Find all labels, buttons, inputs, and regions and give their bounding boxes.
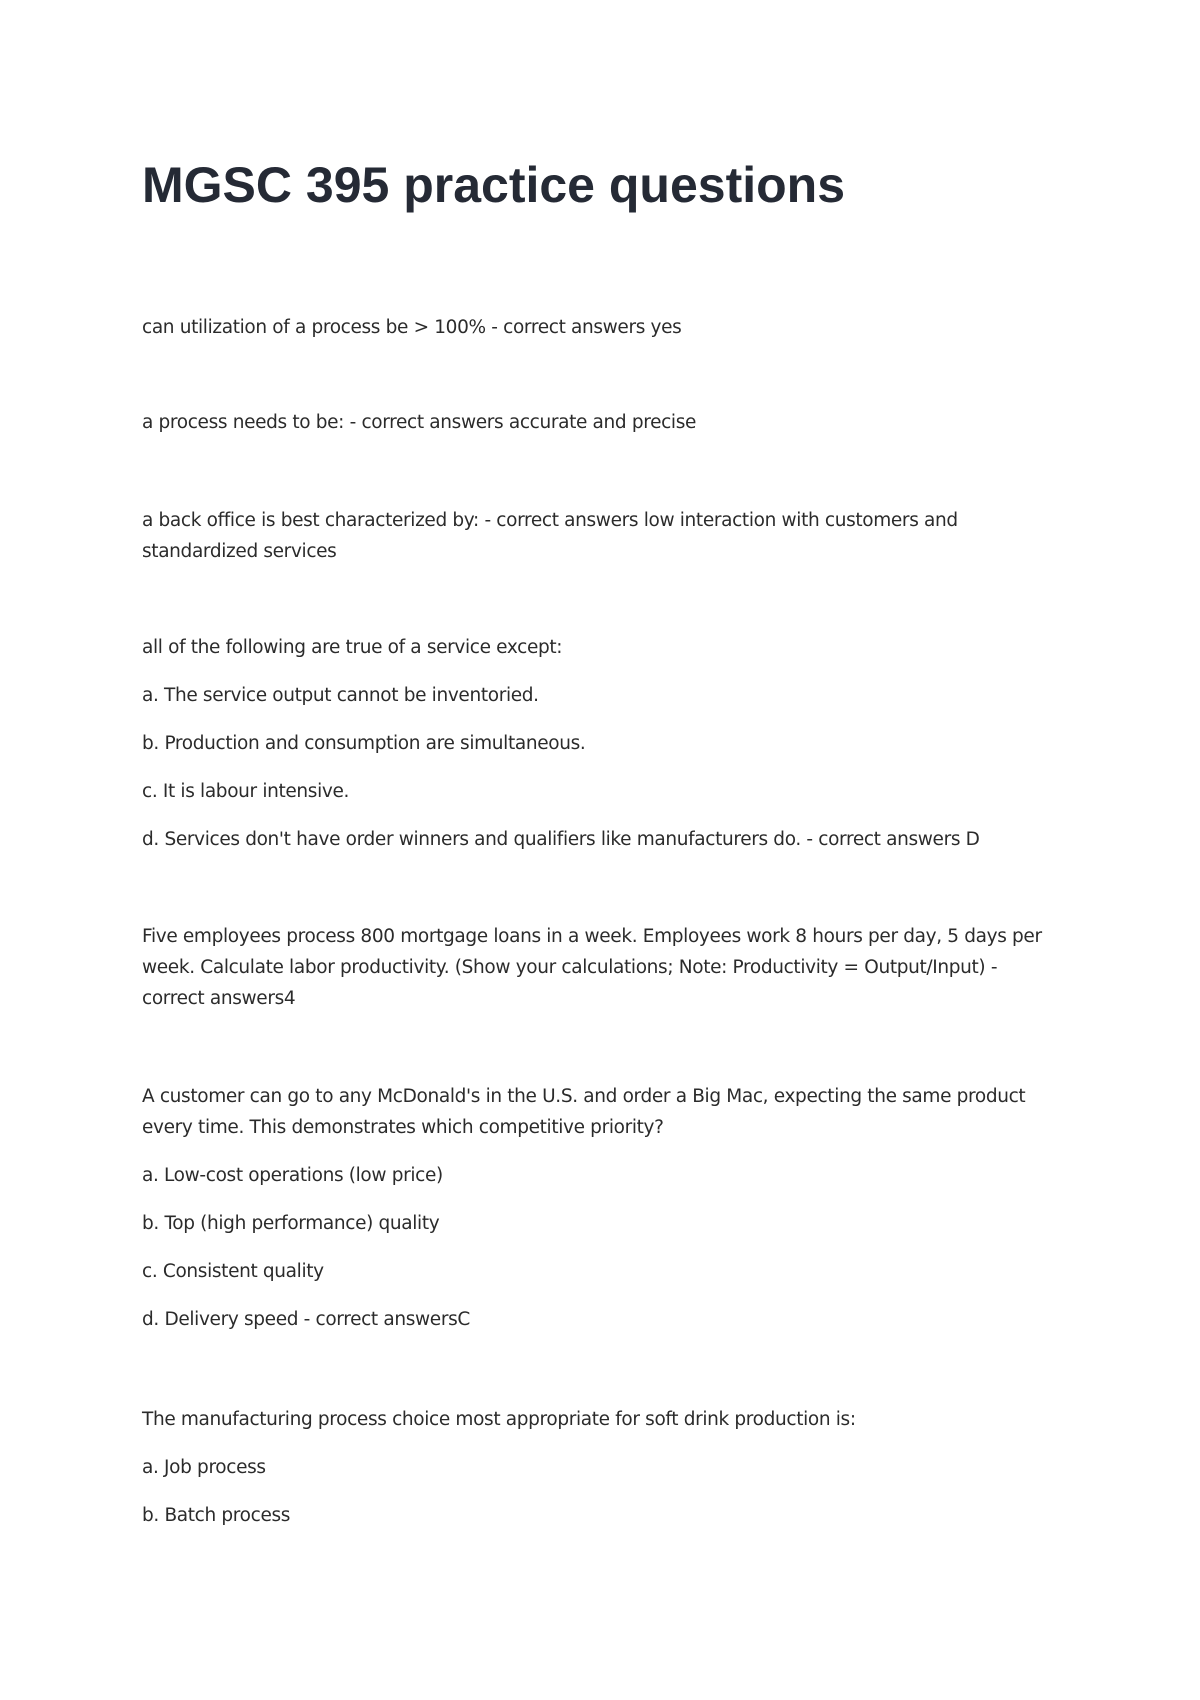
question-block [142,1404,1062,1531]
question-block [142,921,1062,1014]
answer-option: a. The service output cannot be inventoried. [142,685,539,706]
question-text: a process needs to be: - correct answers accurate and precise [142,412,697,433]
question-block [142,312,1062,343]
question-text: a back office is best characterized by: - correct answers low interaction with customers and standardized services [142,510,958,562]
question-block [142,407,1062,438]
question-text: A customer can go to any McDonald's in the U.S. and order a Big Mac, expecting the same product every time. This demonstrates which competitive priority? [142,1086,1026,1138]
question-text: all of the following are true of a service except: [142,637,563,658]
question-block [142,632,1062,855]
answer-option: c. Consistent quality [142,1261,324,1282]
document-title: MGSC 395 practice questions [142,157,846,213]
answer-option: c. It is labour intensive. [142,781,350,802]
answer-option: b. Top (high performance) quality [142,1213,440,1234]
question-text: can utilization of a process be > 100% - correct answers yes [142,317,682,338]
question-text: Five employees process 800 mortgage loans in a week. Employees work 8 hours per day, 5 days per week. Calculate labor productivity. (Show your calculations; Note: Productivity = Output/Input) - correct answers4 [142,926,1042,1009]
answer-option: b. Production and consumption are simultaneous. [142,733,586,754]
answer-option: a. Job process [142,1457,266,1478]
answer-option: b. Batch process [142,1505,291,1526]
question-block [142,1081,1062,1335]
answer-option: d. Delivery speed - correct answersC [142,1309,470,1330]
answer-option: d. Services don't have order winners and qualifiers like manufacturers do. - correct answers D [142,829,980,850]
question-text: The manufacturing process choice most appropriate for soft drink production is: [142,1409,856,1430]
question-block [142,505,1062,567]
answer-option: a. Low-cost operations (low price) [142,1165,443,1186]
